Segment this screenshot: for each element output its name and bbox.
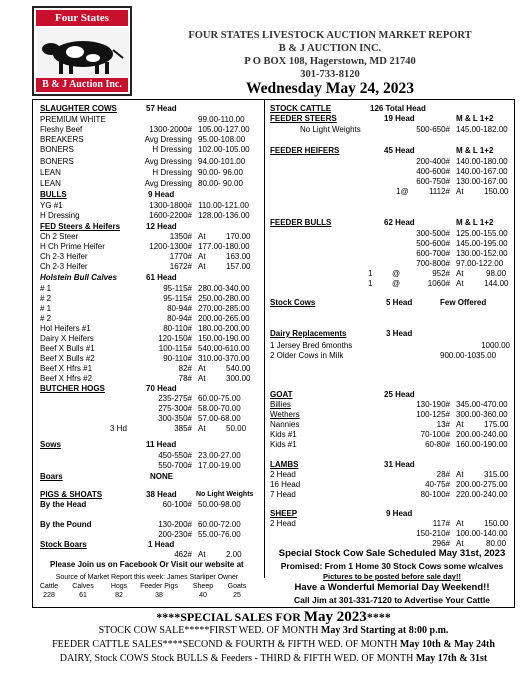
row-label: PREMIUM WHITE: [40, 115, 106, 124]
row-price: 175.00: [484, 420, 509, 429]
row-weight: 235-275#: [158, 394, 192, 403]
row-price: 105.00-127.00: [198, 125, 250, 134]
section-title: BULLS: [40, 190, 67, 199]
row-price: 23.00-27.00: [198, 451, 241, 460]
row-weight: 80-110#: [163, 324, 192, 333]
row-price: 102.00-105.00: [198, 145, 250, 154]
row-price: 160.00-190.00: [456, 440, 508, 449]
row-weight: 462#: [174, 550, 192, 559]
row-weight: 70-100#: [420, 430, 450, 439]
section-title: Dairy Replacements: [270, 329, 347, 338]
row-weight: 13#: [436, 420, 450, 429]
row-weight: 200-400#: [416, 157, 450, 166]
head-count: 9 Head: [148, 190, 175, 199]
row-weight: 90-110#: [163, 354, 192, 363]
source-col-head: Sheep: [192, 583, 214, 590]
section-title: Holstein Bull Calves: [40, 273, 117, 282]
row-weight: 300-350#: [158, 414, 192, 423]
line-text: FEEDER CATTLE SALES****SECOND & FOURTH & FIFTH WED. OF MONTH: [52, 639, 400, 650]
row-count: 1: [368, 279, 373, 288]
row-price: 200.00-240.00: [456, 430, 508, 439]
row-price: 130.00-152.00: [456, 249, 508, 258]
report-date: Wednesday May 24, 2023: [246, 80, 414, 97]
line-date: May 3rd Starting at 8:00 p.m.: [320, 625, 449, 636]
row-price: 150.00: [484, 519, 509, 528]
special-sales-prefix: ****SPECIAL SALES FOR: [156, 610, 304, 624]
row-price: 180.00-200.00: [198, 324, 250, 333]
head-count: 11 Head: [146, 440, 177, 449]
row-at: At: [198, 364, 206, 373]
row-label: 2 Older Cows in Milk: [270, 351, 344, 360]
grade: M & L 1+2: [456, 114, 494, 123]
row-weight: H Dressing: [152, 145, 192, 154]
row-price: 140.00-167.00: [456, 167, 508, 176]
row-weight: 550-700#: [158, 461, 192, 470]
section-title: FEEDER HEIFERS: [270, 146, 340, 155]
head-count: 61 Head: [146, 273, 177, 282]
row-label: 3 Hd: [110, 424, 127, 433]
row-at: At: [198, 374, 206, 383]
row-label: Ch 2-3 Heifer: [40, 262, 88, 271]
row-weight: 120-150#: [158, 334, 192, 343]
company-phone: 301-733-8120: [300, 69, 360, 80]
row-at-sign: @: [392, 269, 401, 278]
row-label: 2 Head: [270, 470, 296, 479]
source-col-value: 228: [43, 592, 55, 599]
row-at: At: [456, 539, 464, 548]
row-price: 60.00-72.00: [198, 520, 241, 529]
row-label: Dairy X Heifers: [40, 334, 94, 343]
special-sales-suffix: ****: [366, 610, 391, 624]
row-weight: 400-600#: [416, 167, 450, 176]
row-weight: Avg Dressing: [144, 179, 192, 188]
section-note: Few Offered: [440, 298, 487, 307]
row-label: Nannies: [270, 420, 300, 429]
promo-special-sale: Special Stock Cow Sale Scheduled May 31st, 2023: [278, 548, 506, 559]
line-text: DAIRY, Stock COWS Stock BULLS & Feeders - THIRD & FIFTH WED. OF MONTH: [59, 653, 416, 664]
row-label: Beef X Bulls #1: [40, 344, 95, 353]
row-at: At: [456, 420, 464, 429]
head-count: 12 Head: [146, 222, 177, 231]
head-count: 5 Head: [386, 298, 413, 307]
row-label: H Dressing: [40, 211, 80, 220]
row-price: 540.00-610.00: [198, 344, 250, 353]
row-weight: 385#: [174, 424, 192, 433]
promo-advertise: Call Jim at 301-331-7120 to Advertise Your Cattle: [294, 595, 490, 605]
row-price: 99.00-110.00: [198, 115, 245, 124]
row-price: 50.00-98.00: [198, 500, 241, 509]
row-price: 145.00-182.00: [456, 125, 508, 134]
row-weight: 296#: [432, 539, 450, 548]
column-divider: [264, 99, 265, 578]
row-label: Billies: [270, 400, 291, 409]
source-col-value: 61: [79, 592, 87, 599]
row-price: 200.00-275.00: [456, 480, 508, 489]
row-label: # 1: [40, 304, 52, 313]
row-label: Kids #1: [270, 440, 297, 449]
row-price: 1000.00: [481, 341, 510, 350]
head-count: 38 Head: [146, 490, 177, 499]
section-title: FED Steers & Heifers: [40, 222, 121, 231]
row-price: 55.00-76.00: [198, 530, 241, 539]
row-weight: 28#: [436, 470, 450, 479]
grade: M & L 1+2: [456, 146, 494, 155]
row-price: 110.00-121.00: [198, 201, 250, 210]
row-weight: 60-100#: [162, 500, 192, 509]
head-count: 1 Head: [148, 540, 175, 549]
feeder-cattle-sale-line: [32, 639, 515, 650]
row-weight: 700-800#: [416, 259, 450, 268]
row-price: 95.00-108.00: [198, 135, 246, 144]
head-count: 31 Head: [384, 460, 415, 469]
row-label: 16 Head: [270, 480, 301, 489]
row-price: 80.00- 90.00: [198, 179, 243, 188]
special-sales-month: May 2023: [303, 609, 367, 625]
row-at: At: [456, 470, 464, 479]
row-price: 310.00-370.00: [198, 354, 250, 363]
facebook-note: Please Join us on Facebook Or Visit our website at: [50, 560, 244, 569]
stock-cow-sale-line: [32, 625, 515, 636]
row-price: 900.00-1035.00: [440, 351, 497, 360]
source-col-head: Feeder Pigs: [140, 583, 178, 590]
section-title: SLAUGHTER COWS: [40, 104, 117, 113]
company-name: B & J AUCTION INC.: [278, 43, 382, 54]
row-weight: 40-75#: [425, 480, 450, 489]
row-label: Ch 2-3 Heifer: [40, 252, 88, 261]
row-label: 1 Jersey Bred 6months: [270, 341, 353, 350]
row-weight: 1300-2000#: [149, 125, 192, 134]
cow-icon: [37, 28, 129, 78]
row-weight: 78#: [178, 374, 192, 383]
row-weight: 500-650#: [416, 125, 450, 134]
head-count: 9 Head: [386, 509, 413, 518]
source-col-value: 38: [155, 592, 163, 599]
row-label: Beef X Hfrs #2: [40, 374, 93, 383]
row-price: 58.00-70.00: [198, 404, 241, 413]
row-label: Ch 2 Steer: [40, 232, 79, 241]
source-col-value: 25: [233, 592, 241, 599]
row-label: Wethers: [270, 410, 300, 419]
row-at: At: [198, 550, 206, 559]
source-col-value: 40: [199, 592, 207, 599]
section-title: GOAT: [270, 390, 293, 399]
dairy-sale-line: [32, 653, 515, 664]
section-title: FEEDER STEERS: [270, 114, 337, 123]
row-price: 57.00-68.00: [198, 414, 241, 423]
row-label: By the Pound: [40, 520, 92, 529]
logo: [32, 6, 132, 96]
section-title: Stock Boars: [40, 540, 87, 549]
row-weight: 82#: [178, 364, 192, 373]
row-price: 280.00-340.00: [198, 284, 250, 293]
section-title: BUTCHER HOGS: [40, 384, 105, 393]
row-price: 150.00-190.00: [198, 334, 250, 343]
section-note: No Light Weights: [196, 491, 254, 498]
row-price: 17.00-19.00: [198, 461, 241, 470]
source-col-head: Hogs: [110, 583, 128, 590]
row-label: BREAKERS: [40, 135, 84, 144]
section-title: LAMBS: [270, 460, 299, 469]
row-weight: Avg Dressing: [144, 135, 192, 144]
promo-pictures: Pictures to be posted before sale day!!: [323, 572, 461, 581]
row-label: 7 Head: [270, 490, 296, 499]
row-label: By the Head: [40, 500, 87, 509]
row-price: 157.00: [226, 262, 251, 271]
row-label: Beef X Bulls #2: [40, 354, 95, 363]
row-weight: 1112#: [428, 187, 450, 196]
row-label: Beef X Hfrs #1: [40, 364, 93, 373]
row-price: 130.00-167.00: [456, 177, 508, 186]
row-price: 100.00-140.00: [456, 529, 508, 538]
row-at: At: [198, 232, 206, 241]
row-weight: 450-550#: [158, 451, 192, 460]
promo-memorial-day: Have a Wonderful Memorial Day Weekend!!: [294, 582, 490, 593]
row-at: At: [456, 187, 464, 196]
head-count: 45 Head: [384, 146, 415, 155]
row-price: 220.00-240.00: [456, 490, 508, 499]
row-at-sign: @: [392, 279, 401, 288]
line-date: May 10th & May 24th: [399, 639, 495, 650]
row-label: LEAN: [40, 179, 61, 188]
line-date: May 17th & 31st: [415, 653, 488, 664]
row-weight: 100-125#: [416, 410, 450, 419]
source-col-head: Calves: [72, 583, 94, 590]
row-label: H Ch Prime Heifer: [40, 242, 105, 251]
row-weight: 95-115#: [163, 294, 192, 303]
row-at: At: [198, 424, 206, 433]
row-weight: 275-300#: [158, 404, 192, 413]
row-label: BONERS: [40, 145, 74, 154]
row-price: 98.00: [486, 269, 507, 278]
row-at: At: [198, 252, 206, 261]
row-at: At: [456, 519, 464, 528]
row-price: 145.00-195.00: [456, 239, 508, 248]
report-title: FOUR STATES LIVESTOCK AUCTION MARKET REPORT: [188, 30, 472, 41]
row-price: 90.00- 96.00: [198, 168, 243, 177]
row-count: 1@: [396, 187, 409, 196]
row-weight: 95-115#: [163, 284, 192, 293]
head-count: 25 Head: [384, 390, 415, 399]
row-at: At: [456, 279, 464, 288]
head-count: 126 Total Head: [370, 104, 426, 113]
row-label: BONERS: [40, 157, 74, 166]
row-price: 300.00-360.00: [456, 410, 508, 419]
row-label: 2 Head: [270, 519, 296, 528]
section-title: PIGS & SHOATS: [40, 490, 103, 499]
line-text: STOCK COW SALE*****FIRST WED. OF MONTH: [98, 625, 321, 636]
row-price: 250.00-280.00: [198, 294, 250, 303]
row-price: 170.00: [226, 232, 251, 241]
section-title: FEEDER BULLS: [270, 218, 332, 227]
row-weight: 117#: [432, 519, 450, 528]
row-weight: 80-94#: [167, 304, 192, 313]
row-at: At: [198, 262, 206, 271]
row-label: LEAN: [40, 168, 61, 177]
section-title: STOCK CATTLE: [270, 104, 332, 113]
row-weight: 1770#: [169, 252, 192, 261]
row-weight: 80-100#: [420, 490, 450, 499]
head-count: NONE: [150, 472, 174, 481]
company-address: P O BOX 108, Hagerstown, MD 21740: [244, 56, 416, 67]
row-price: 2.00: [226, 550, 242, 559]
row-weight: 60-80#: [425, 440, 450, 449]
row-price: 200.00-265.00: [198, 314, 250, 323]
section-title: Stock Cows: [270, 298, 316, 307]
row-price: 300.00: [226, 374, 251, 383]
row-weight: 952#: [432, 269, 450, 278]
row-price: 144.00: [484, 279, 509, 288]
row-price: 345.00-470.00: [456, 400, 508, 409]
row-price: 315.00: [484, 470, 509, 479]
head-count: 19 Head: [384, 114, 415, 123]
source-col-head: Goats: [227, 583, 247, 590]
row-price: 163.00: [226, 252, 251, 261]
row-price: 80.00: [486, 539, 507, 548]
row-label: Kids #1: [270, 430, 297, 439]
row-weight: H Dressing: [152, 168, 192, 177]
row-weight: 600-700#: [416, 249, 450, 258]
row-weight: 1200-1300#: [149, 242, 192, 251]
row-at: At: [456, 269, 464, 278]
row-weight: Avg Dressing: [144, 157, 192, 166]
row-label: Fleshy Beef: [40, 125, 83, 134]
row-weight: 130-190#: [416, 400, 450, 409]
row-label: Hol Heifers #1: [40, 324, 91, 333]
row-label: No Light Weights: [300, 125, 361, 134]
row-weight: 130-200#: [158, 520, 192, 529]
row-label: YG #1: [40, 201, 63, 210]
row-price: 150.00: [484, 187, 509, 196]
row-price: 540.00: [226, 364, 251, 373]
row-weight: 150-210#: [416, 529, 450, 538]
row-weight: 1600-2200#: [149, 211, 192, 220]
source-note: Source of Market Report this week: James Starliper Owner: [55, 574, 239, 581]
special-sales-title: [32, 609, 515, 626]
row-price: 125.00-155.00: [456, 229, 508, 238]
row-weight: 600-750#: [416, 177, 450, 186]
source-col-head: Cattle: [39, 583, 59, 590]
row-price: 140.00-180.00: [456, 157, 508, 166]
head-count: 62 Head: [384, 218, 415, 227]
row-weight: 1060#: [427, 279, 450, 288]
row-price: 128.00-136.00: [198, 211, 250, 220]
row-weight: 100-115#: [158, 344, 192, 353]
row-label: # 2: [40, 294, 52, 303]
row-price: 94.00-101.00: [198, 157, 246, 166]
row-weight: 1350#: [169, 232, 192, 241]
row-price: 50.00: [226, 424, 247, 433]
row-weight: 1672#: [169, 262, 192, 271]
row-count: 1: [368, 269, 373, 278]
section-title: Sows: [40, 440, 61, 449]
head-count: 3 Head: [386, 329, 413, 338]
promo-promised: Promised: From 1 Home 30 Stock Cows some w/calves: [280, 561, 504, 571]
row-label: # 1: [40, 284, 52, 293]
row-price: 270.00-285.00: [198, 304, 250, 313]
head-count: 70 Head: [146, 384, 177, 393]
logo-top-text: Four States: [36, 10, 128, 26]
row-weight: 300-500#: [416, 229, 450, 238]
grade: M & L 1+2: [456, 218, 494, 227]
row-price: 97.00-122.00: [456, 259, 504, 268]
section-title: Boars: [40, 472, 63, 481]
row-weight: 80-94#: [167, 314, 192, 323]
row-weight: 500-600#: [416, 239, 450, 248]
section-title: SHEEP: [270, 509, 298, 518]
row-price: 60.00-75.00: [198, 394, 241, 403]
row-label: # 2: [40, 314, 52, 323]
logo-bottom-text: B & J Auction Inc.: [36, 78, 128, 92]
source-col-value: 82: [115, 592, 123, 599]
row-weight: 1300-1800#: [149, 201, 192, 210]
row-price: 177.00-180.00: [198, 242, 250, 251]
row-weight: 200-230#: [158, 530, 192, 539]
head-count: 57 Head: [146, 104, 177, 113]
